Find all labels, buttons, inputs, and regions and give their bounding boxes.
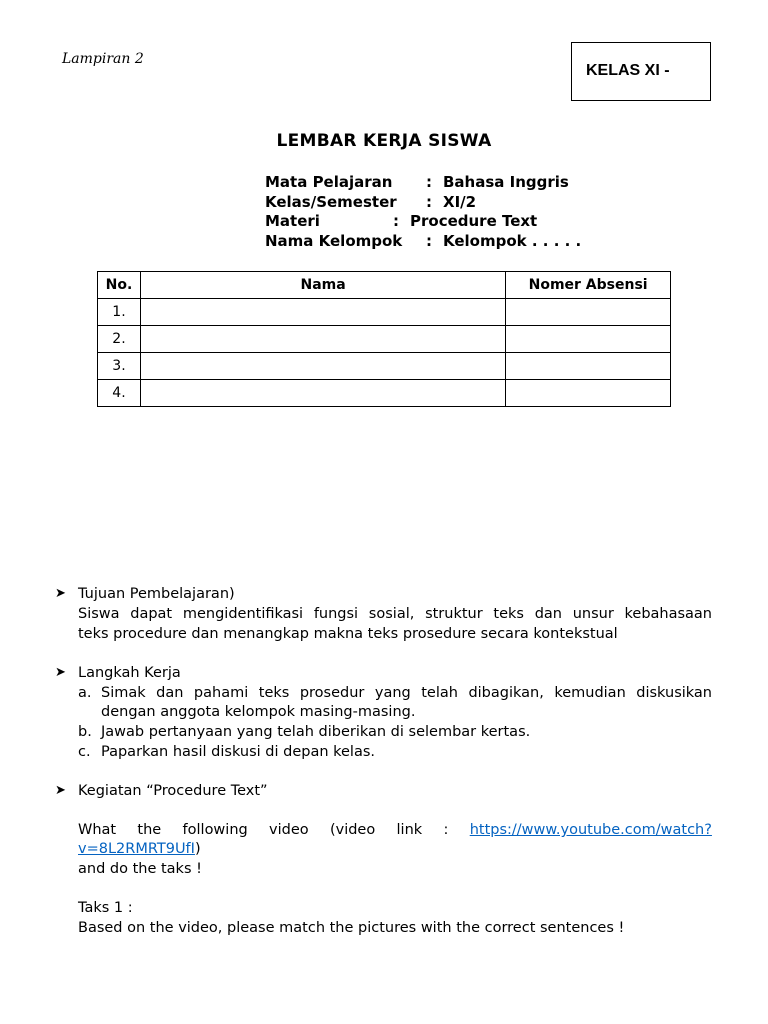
- section-heading-langkah: Langkah Kerja: [78, 665, 181, 681]
- video-word: (video: [329, 822, 376, 838]
- section-heading-kegiatan: Kegiatan “Procedure Text”: [78, 783, 268, 799]
- instruction-text: and do the taks !: [78, 861, 202, 877]
- info-colon: :: [426, 232, 432, 251]
- cell-absensi[interactable]: [506, 326, 671, 353]
- video-instruction-line: [78, 821, 712, 841]
- class-box: [571, 42, 711, 101]
- cell-absensi[interactable]: [506, 299, 671, 326]
- table-row: [98, 380, 671, 407]
- page-title: LEMBAR KERJA SISWA: [276, 131, 492, 151]
- arrow-bullet-icon: ➤: [55, 783, 66, 798]
- list-marker: a.: [78, 685, 92, 701]
- info-value: Bahasa Inggris: [443, 173, 569, 191]
- tujuan-line: Siswa dapat mengidentifikasi fungsi sosial, struktur teks dan unsur kebahasaan: [78, 606, 712, 622]
- section-heading-tujuan: Tujuan Pembelajaran): [78, 586, 235, 602]
- cell-nama[interactable]: [140, 326, 505, 353]
- list-marker: c.: [78, 744, 91, 760]
- col-header-absensi: Nomer Absensi: [506, 272, 671, 299]
- task-label: Taks 1 :: [78, 900, 133, 916]
- video-word: following: [182, 822, 248, 838]
- info-label: Materi: [265, 212, 320, 231]
- cell-nama[interactable]: [140, 353, 505, 380]
- video-link[interactable]: https://www.youtube.com/watch?: [469, 822, 712, 838]
- info-label: Nama Kelompok: [265, 232, 403, 251]
- cell-nama[interactable]: [140, 299, 505, 326]
- list-item-text: Simak dan pahami teks prosedur yang telah dibagikan, kemudian diskusikan: [101, 685, 712, 701]
- table-row: [98, 326, 671, 353]
- video-word: :: [443, 822, 449, 838]
- info-colon: :: [393, 212, 399, 231]
- info-value: Kelompok . . . . .: [443, 232, 582, 251]
- col-header-no: No.: [98, 272, 141, 299]
- list-item-text: dengan anggota kelompok masing-masing.: [101, 704, 416, 720]
- attachment-label: Lampiran 2: [62, 51, 144, 67]
- task-text: Based on the video, please match the pictures with the correct sentences !: [78, 920, 625, 936]
- cell-absensi[interactable]: [506, 380, 671, 407]
- info-value: XI/2: [443, 192, 477, 211]
- video-word: What: [78, 822, 117, 838]
- cell-no: 2.: [98, 326, 141, 353]
- info-label: Kelas/Semester: [265, 192, 397, 211]
- video-word: link: [396, 822, 423, 838]
- table-row: [98, 353, 671, 380]
- info-label: Mata Pelajaran: [265, 173, 393, 191]
- cell-no: 3.: [98, 353, 141, 380]
- info-value: Procedure Text: [410, 212, 538, 231]
- video-link-line2: [78, 840, 712, 860]
- list-marker: b.: [78, 724, 92, 740]
- cell-no: 1.: [98, 299, 141, 326]
- video-word: video: [269, 822, 309, 838]
- video-word: the: [137, 822, 162, 838]
- list-item-text: Jawab pertanyaan yang telah diberikan di selembar kertas.: [101, 724, 531, 740]
- table-header-row: [98, 272, 671, 299]
- col-header-nama: Nama: [140, 272, 505, 299]
- class-box-label: KELAS XI -: [586, 62, 670, 79]
- video-link[interactable]: v=8L2RMRT9UfI: [78, 841, 195, 857]
- tujuan-line: teks procedure dan menangkap makna teks prosedure secara kontekstual: [78, 626, 618, 642]
- list-item-text: Paparkan hasil diskusi di depan kelas.: [101, 744, 376, 760]
- info-colon: :: [426, 173, 432, 191]
- cell-no: 4.: [98, 380, 141, 407]
- arrow-bullet-icon: ➤: [55, 586, 66, 601]
- link-close-paren: ): [194, 841, 201, 857]
- cell-nama[interactable]: [140, 380, 505, 407]
- arrow-bullet-icon: ➤: [55, 665, 66, 680]
- student-table: [97, 271, 671, 407]
- table-row: [98, 299, 671, 326]
- cell-absensi[interactable]: [506, 353, 671, 380]
- info-colon: :: [426, 192, 432, 211]
